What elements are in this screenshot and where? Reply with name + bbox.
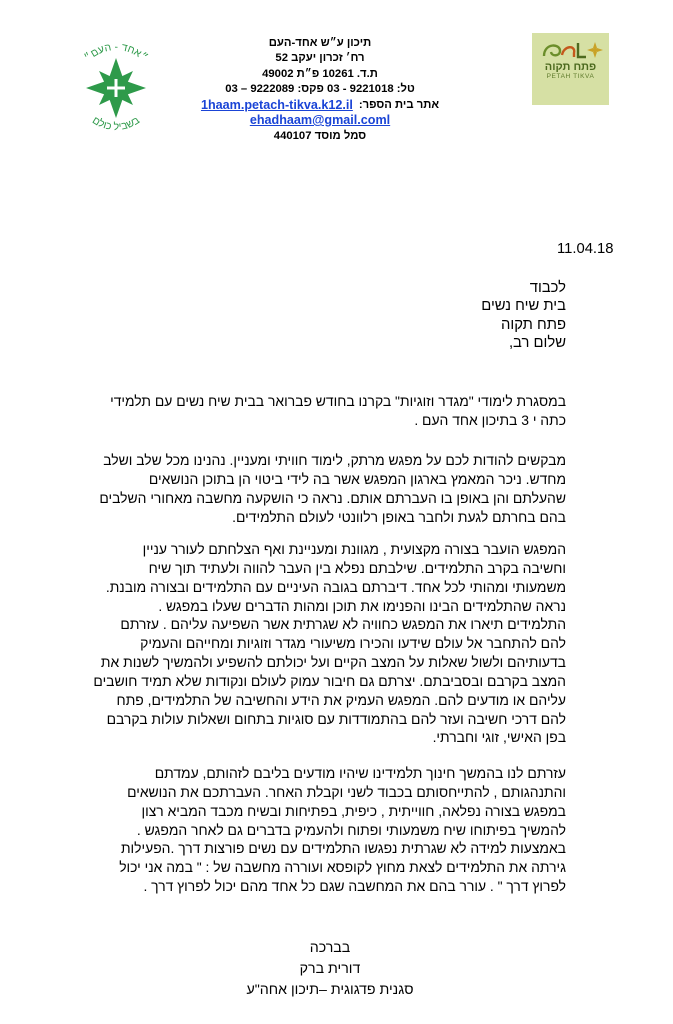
school-letterhead <box>200 36 440 145</box>
website-line <box>200 97 440 113</box>
paragraph-line: במסגרת לימודי "מגדר וזוגיות" בקרנו בחודש פברואר בבית שיח נשים עם תלמידי <box>110 393 566 409</box>
signer-title: סגנית פדגוגית –תיכון אחה"ע <box>246 982 414 998</box>
paragraph-line: בפן האישי, זוגי וחברתי. <box>432 729 566 746</box>
recipient-line: פתח תקוה <box>501 316 566 333</box>
paragraph-line: וחשיבה בקרב התלמידים. שילבתם נפלא בין העבר להווה ולעתיד תוך שיח <box>148 559 566 576</box>
petah-tikva-logo-latin: PETAH TIKVA <box>546 73 595 80</box>
petah-tikva-logo-hebrew: פתח תקוה <box>544 61 597 73</box>
paragraph-line: להם דרכי חשיבה ועזר להם בהתמודדות עם סוגיות בתחום ושאלות עולות בקרבם <box>106 710 566 727</box>
website-link[interactable]: 1haam.petach-tikva.k12.il <box>200 97 353 112</box>
paragraph-line: מבקשים להודות לכם על מפגש מרתק, לימוד חוויתי ומעניין. נהנינו מכל שלב ושלב <box>103 452 566 468</box>
letter-paragraph <box>93 540 566 747</box>
school-name: תיכון ע״ש אחד-העם <box>268 37 372 49</box>
paragraph-line: עזרתם לנו בהמשך חינוך תלמידינו שיהיו מודעים בליבם לזהותם, עמדתם <box>154 765 566 781</box>
letter-date: 11.04.18 <box>557 241 614 257</box>
letter-paragraph <box>108 392 566 430</box>
school-logo <box>66 38 166 138</box>
institution-code: סמל מוסד 440107 <box>273 130 367 143</box>
greeting-line: שלום רב, <box>508 335 566 352</box>
email-link[interactable]: ehadhaam@gmail.coml <box>249 113 391 128</box>
paragraph-line: להם להתחבר אל עולם שידעו והכירו משיעורי מגדר וזוגיות ומחייהם והעמיק <box>140 635 566 652</box>
recipient-line: בית שיח נשים <box>481 298 566 315</box>
paragraph-line: עליהם או מודעים להם. המפגש העמיק את הידע והחשיבה של התלמידים, פתח <box>116 691 566 708</box>
paragraph-line: נראה שהתלמידים הבינו והפנימו את תוכן ומהות הדברים שעלו במפגש . <box>158 597 566 614</box>
letter-paragraph <box>99 451 566 526</box>
petah-tikva-emblem-icon <box>538 37 604 61</box>
school-logo-text-bottom: בשביל כולם <box>90 114 142 134</box>
school-phone-fax: טל: 9221018 - 03 פקס: 9222089 – 03 <box>225 83 415 96</box>
paragraph-line: התלמידים תיארו את המפגש כחוויה לא שגרתית אשר השפיעה עליהם . עזרתם <box>120 616 566 633</box>
school-address: רח׳ זכרון יעקב 52 <box>275 52 365 65</box>
paragraph-line: והתנהגותם , להתייחסותם בכבוד לשני וקבלת האחר. העברתכם את הנושאים <box>127 783 566 800</box>
paragraph-line: משמעותי ומהותי לכל אחד. דיברתם בגובה העיניים עם התלמידים ובצורה מובנת. <box>105 578 566 595</box>
recipient-block <box>481 279 566 353</box>
school-po-box: ת.ד. 10261 פ״ת 49002 <box>262 67 378 80</box>
paragraph-line: כתה י 3 בתיכון אחד העם . <box>414 411 566 428</box>
paragraph-line: המפגש הועבר בצורה מקצועית , מגוונת ומעניינת ואף הצלחתם לעורר עניין <box>142 541 566 557</box>
recipient-line: לכבוד <box>529 280 566 296</box>
school-logo-text-top: ״אחד - העם״ <box>82 40 150 64</box>
paragraph-line: בדעותיהם ולשול שאלות על המצב הקיים ועל יכולתם להשפיע ולהמשיך לשנות את <box>100 654 566 671</box>
signer-name: דורית ברק <box>299 961 361 977</box>
petah-tikva-logo <box>532 33 609 105</box>
closing-line: בברכה <box>309 940 351 956</box>
letter-paragraph <box>108 764 566 896</box>
paragraph-line: המצב בקרבם ובסביבתם. יצרתם גם חיבור עמוק לעולם ונקודות שלא תמיד חושבים <box>93 672 566 689</box>
paragraph-line: במפגש בצורה נפלאה, חווייתית , כיפית, בפתיחות ובשיח מכבד המביא רצון <box>141 802 566 819</box>
paragraph-line: מחדש. ניכר המאמץ בארגון המפגש אשר בה לידי ביטוי הן בתוכן הנושאים <box>148 470 566 487</box>
signature-block <box>230 938 430 1001</box>
paragraph-line: גירתה את התלמידים לצאת מחוץ לקופסא ועוררה מחשבה של : " במה אני יכול <box>119 859 566 876</box>
paragraph-line: בהם בחרתם לגעת ולחבר באופן רלוונטי לעולם התלמידים. <box>232 508 566 525</box>
paragraph-line: באמצעות למידה לא שגרתית נפגשו התלמידים עם נשים פורצות דרך .הפעילות <box>120 840 566 857</box>
website-label: אתר בית הספר: <box>358 98 440 111</box>
paragraph-line: שהעלתם והן באופן בו העברתם אותם. נראה כי הושקעה מחשבה מאחורי השלבים <box>99 489 566 506</box>
paragraph-line: להמשיך בפיתוחו שיח משמעותי ופתוח ולהעמיק בדברים גם לאחר המפגש . <box>136 821 566 838</box>
paragraph-line: לפרוץ דרך " . עורר בהם את המחשבה שגם כל אחד מהם יכול לפרוץ דרך . <box>143 878 566 895</box>
